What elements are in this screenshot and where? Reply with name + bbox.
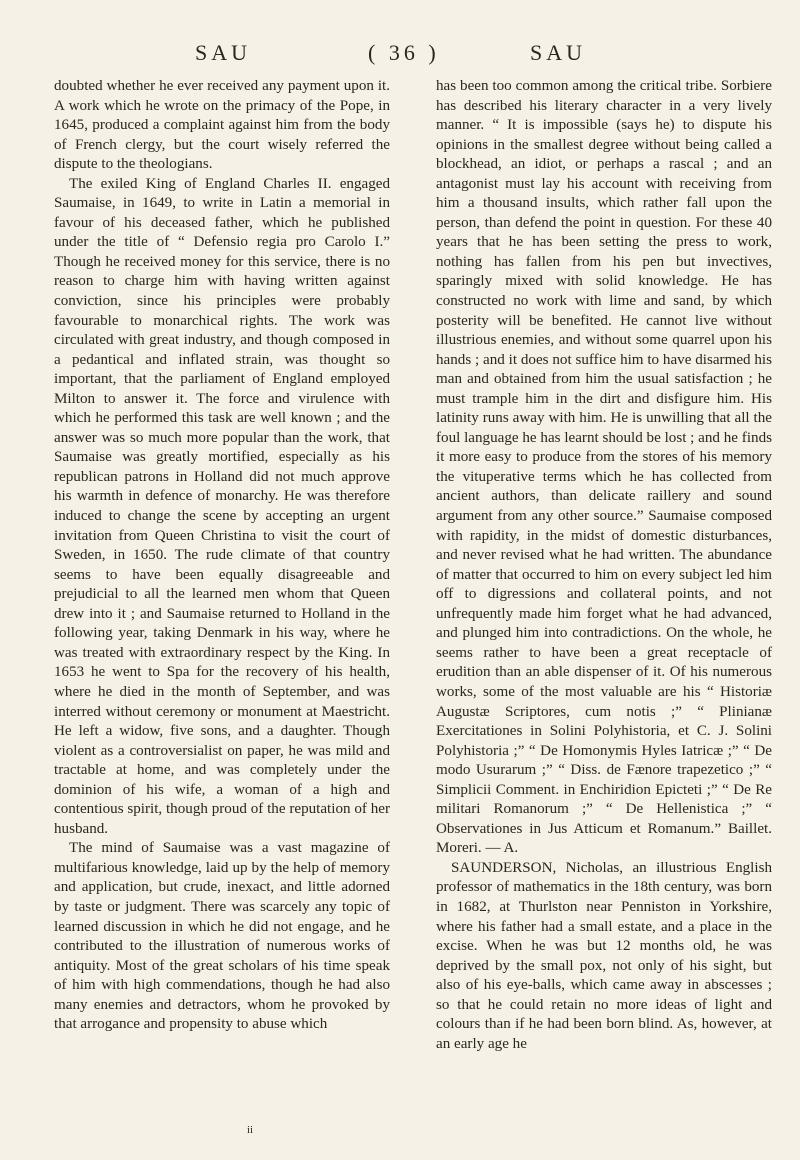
left-column [54, 77, 390, 1035]
header-right: SAU [530, 40, 587, 65]
paragraph: SAUNDERSON, Nicholas, an illustrious English professor of mathematics in the 18th century, was born in 1682, at Thurlston near Penniston in Yorkshire, where his father had a small estate, and a place in the excise. When he was but 12 months old, he was deprived by the small pox, not only of his sight, but also of his eye-balls, which came away in abscesses ; so that he could retain no more ideas of light and colours than if he had been born blind. As, however, at an early age he [436, 859, 772, 1052]
paragraph: doubted whether he ever received any payment upon it. A work which he wrote on the primacy of the Pope, in 1645, produced a complaint against him from the body of French clergy, but the court wisely referred the dispute to the theologians. [54, 78, 390, 173]
right-column [436, 77, 772, 1054]
running-header [0, 40, 800, 70]
signature-mark: ii [247, 1124, 254, 1136]
paragraph: has been too common among the critical tribe. Sorbiere has described his literary character in a very lively manner. “ It is impossible (says he) to dispute his opinions in the smallest degree without being called a blockhead, an idiot, or perhaps a rascal ; and an antagonist must lay his account with receiving from him a thousand insults, which rather fall upon the person, than defend the point in question. For these 40 years that he has been setting the press to work, nothing has fallen from his pen but invectives, sparingly mixed with solid knowledge. He has constructed no work with lime and sand, by which posterity will be benefited. He cannot live without illustrious enemies, and without some quarrel upon his hands ; and it does not suffice him to have disarmed his man and obtained from him the usual satisfaction ; he must trample him in the dirt and disfigure him. His latinity runs away with him. He is unwilling that all the foul language he has learnt should be lost ; and he finds it more easy to produce from the stores of his memory the vituperative terms which he has collected from ancient authors, than delicate raillery and sound argument from any other source.” Saumaise composed with rapidity, in the midst of domestic disturbances, and never revised what he had written. The abundance of matter that occurred to him on every subject led him off to digressions and collateral points, and not unfrequently made him forget what he had advanced, and plunged him into contradictions. On the whole, he seems rather to have been a great receptacle of erudition than an able dispenser of it. Of his numerous works, some of the most valuable are his “ Historiæ Augustæ Scriptores, cum notis ;” “ Plinianæ Exercitationes in Solini Polyhistoria, et C. J. Solini Polyhistoria ;” “ De Homonymis Hyles Iatricæ ;” “ De modo Usurarum ;” “ Diss. de Fænore trapezetico ;” “ Simplicii Comment. in Enchiridion Epicteti ;” “ De Re militari Romanorum ;” “ De Hellenistica ;” “ Observationes in Jus Atticum et Romanum.” Baillet. Moreri. — A. [436, 78, 772, 857]
header-left: SAU [195, 40, 252, 65]
page-number: ( 36 ) [368, 40, 440, 65]
paragraph: The mind of Saumaise was a vast magazine of multifarious knowledge, laid up by the help of memory and application, but crude, inexact, and little adorned by taste or judgment. There was scarcely any topic of learned discussion in which he did not engage, and he contributed to the illustration of numerous works of antiquity. Most of the great scholars of his time speak of him with high commendations, though he had also many enemies and detractors, whom he provoked by that arrogance and propensity to abuse which [54, 840, 390, 1033]
paragraph: The exiled King of England Charles II. engaged Saumaise, in 1649, to write in Latin a memorial in favour of his deceased father, which he published under the title of “ Defensio regia pro Carolo I.” Though he received money for this service, there is no reason to charge him with having written against conviction, since his principles were probably favourable to monarchical rights. The work was circulated with great industry, and though composed in a pedantical and inflated strain, was thought so important, that the parliament of England employed Milton to answer it. The force and virulence with which he performed this task are well known ; and the answer was so much more popular than the work, that Saumaise was greatly mortified, especially as his republican patrons in Holland did not much approve his warmth in defence of monarchy. He was therefore induced to change the scene by accepting an urgent invitation from Queen Christina to visit the court of Sweden, in 1650. The rude climate of that country seems to have been equally disagreeable and prejudicial to all the learned men whom that Queen drew into it ; and Saumaise returned to Holland in the following year, taking Denmark in his way, where he was treated with extraordinary respect by the King. In 1653 he went to Spa for the recovery of his health, where he died in the month of September, and was interred without ceremony or monument at Maestricht. He left a widow, five sons, and a daughter. Though violent as a controversialist on paper, he was mild and tractable at home, and was completely under the dominion of his wife, a woman of a high and contentious spirit, though proud of the reputation of her husband. [54, 175, 390, 837]
